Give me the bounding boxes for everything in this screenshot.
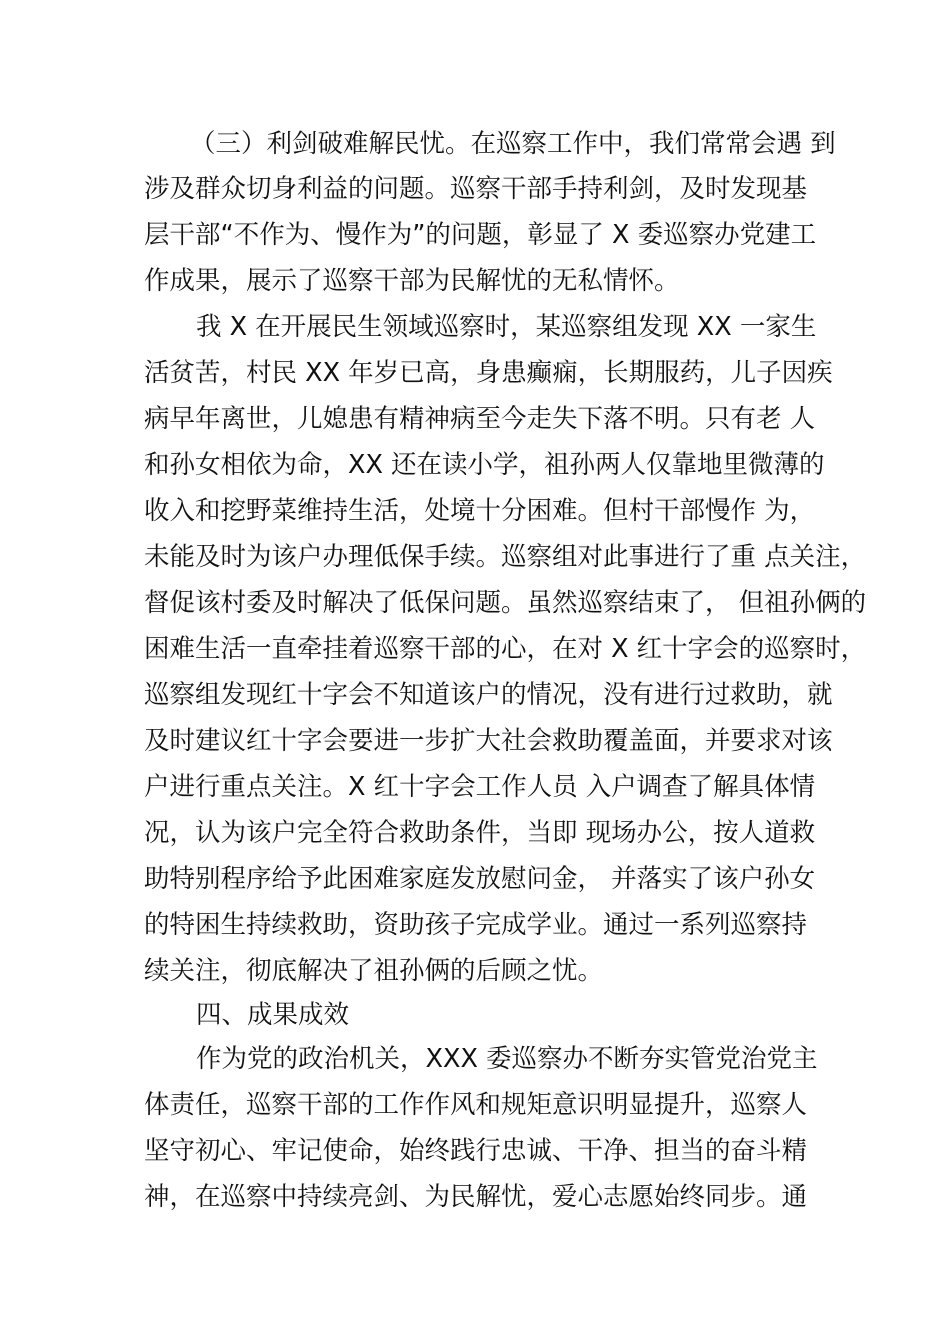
paragraph-line: 户进行重点关注。X 红十字会工作人员 入户调查了解具体情 — [144, 772, 816, 802]
paragraph-line: 收入和挖野菜维持生活，处境十分困难。但村干部慢作 为， — [144, 496, 816, 526]
paragraph-line: 的特困生持续救助，资助孩子完成学业。通过一系列巡察持 — [144, 910, 808, 940]
paragraph-line: 续关注，彻底解决了祖孙俩的后顾之忧。 — [144, 956, 604, 986]
paragraph-line: 活贫苦，村民 XX 年岁已高，身患癫痫，长期服药，儿子因疾 — [144, 358, 833, 388]
paragraph-line: 我 X 在开展民生领域巡察时，某巡察组发现 XX 一家生 — [196, 312, 817, 342]
paragraph-line: 督促该村委及时解决了低保问题。虽然巡察结束了， 但祖孙俩的 — [144, 588, 867, 618]
paragraph-line: 及时建议红十字会要进一步扩大社会救助覆盖面，并要求对该 — [144, 726, 833, 756]
paragraph-line: 层干部“不作为、慢作为”的问题，彰显了 X 委巡察办党建工 — [144, 220, 817, 250]
paragraph-line: 病早年离世，儿媳患有精神病至今走失下落不明。只有老 人 — [144, 404, 816, 434]
paragraph-line: 困难生活一直牵挂着巡察干部的心，在对 X 红十字会的巡察时， — [144, 634, 867, 664]
paragraph-line: 况，认为该户完全符合救助条件，当即 现场办公，按人道救 — [144, 818, 816, 848]
paragraph-line: 巡察组发现红十字会不知道该户的情况，没有进行过救助，就 — [144, 680, 833, 710]
paragraph-line: 神，在巡察中持续亮剑、为民解忧，爱心志愿始终同步。通 — [144, 1182, 808, 1212]
paragraph-line: （三）利剑破难解民忧。在巡察工作中，我们常常会遇 到 — [190, 129, 836, 159]
paragraph-line: 作成果，展示了巡察干部为民解忧的无私情怀。 — [144, 266, 680, 296]
paragraph-line: 作为党的政治机关，XXX 委巡察办不断夯实管党治党主 — [196, 1044, 818, 1074]
paragraph-line: 体责任，巡察干部的工作作风和规矩意识明显提升，巡察人 — [144, 1090, 808, 1120]
section-heading: 四、成果成效 — [196, 1000, 350, 1030]
paragraph-line: 涉及群众切身利益的问题。巡察干部手持利剑，及时发现基 — [144, 174, 808, 204]
paragraph-line: 和孙女相依为命，XX 还在读小学，祖孙两人仅靠地里微薄的 — [144, 450, 825, 480]
paragraph-line: 助特别程序给予此困难家庭发放慰问金， 并落实了该户孙女 — [144, 864, 816, 894]
paragraph-line: 坚守初心、牢记使命，始终践行忠诚、干净、担当的奋斗精 — [144, 1136, 808, 1166]
paragraph-line: 未能及时为该户办理低保手续。巡察组对此事进行了重 点关注， — [144, 542, 867, 572]
